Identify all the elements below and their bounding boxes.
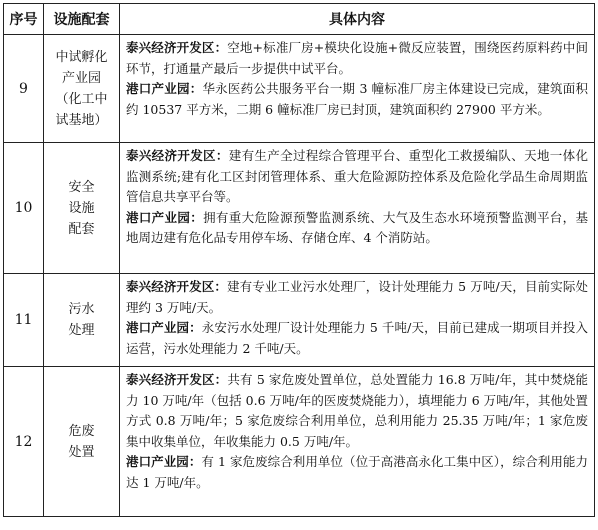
table-row [4,143,595,274]
content-entry [126,318,588,359]
header-row [4,4,595,35]
zone-label: 港口产业园： [126,454,202,469]
content-entry [126,277,588,318]
content-entry [126,146,588,208]
table-row [4,274,595,367]
facility-line: 设施 [68,200,95,216]
entry-text: 有 1 家危废综合利用单位（位于高港高永化工集中区），综合利用能力达 1 万吨/年。 [126,454,588,490]
header-no: 序号 [4,4,44,35]
content-cell [120,367,595,517]
entry-text: 空地+标准厂房+模块化设施+微反应装置，围绕医药原料药中间环节，打通量产最后一步提供中试平台。 [126,40,588,76]
entry-text: 建有生产全过程综合管理平台、重型化工救援编队、天地一体化监测系统;建有化工区封闭管理体系、重大危险源防控体系及危险化学品生命周期监管信息共享平台等。 [126,148,588,204]
facility-name [44,274,120,367]
table-row [4,367,595,517]
zone-label: 港口产业园： [126,209,204,225]
content-entry [126,38,588,79]
content-entry [126,208,588,249]
facility-line: 危废 [68,423,95,439]
zone-label: 港口产业园： [126,320,202,335]
entry-text: 共有 5 家危废处置单位，总处置能力 16.8 万吨/年，其中焚烧能力 10 万吨/年（包括 0.6 万吨/年的医废焚烧能力），填埋能力 6 万吨/年，其他处置方式 0.8 万吨/年；5 家危废综合利用单位，总利用能力 25.35 万吨/年；1 家危废集中收集单位，年收集能力 0.5 万吨/年。 [126,372,588,449]
content-cell [120,143,595,274]
facility-line: 污水 [68,302,95,317]
content-cell [120,274,595,367]
row-number: 9 [4,35,44,143]
entry-text: 华永医药公共服务平台一期 3 幢标准厂房主体建设已完成，建筑面积约 10537 平方米，二期 6 幢标准厂房已封顶，建筑面积约 27900 平方米。 [126,81,588,117]
entry-text: 永安污水处理厂设计处理能力 5 千吨/天，目前已建成一期项目并投入运营，污水处理能力 2 千吨/天。 [126,320,588,356]
header-facility: 设施配套 [44,4,120,35]
facility-line: 中试孵化 [55,49,108,65]
facility-name [44,367,120,517]
zone-label: 泰兴经济开发区： [126,372,228,387]
facility-line: 产业园 [61,70,101,86]
table-row [4,35,595,143]
row-number: 11 [4,274,44,367]
content-entry [126,370,588,452]
facility-line: 处置 [68,444,95,460]
zone-label: 港口产业园： [126,81,203,96]
row-number: 12 [4,367,44,517]
content-entry [126,79,588,120]
zone-label: 泰兴经济开发区： [126,40,228,55]
facility-name [44,35,120,143]
row-number: 10 [4,143,44,274]
entry-text: 建有专业工业污水处理厂，设计处理能力 5 万吨/天，目前实际处理约 3 万吨/天。 [126,279,588,315]
content-entry [126,452,588,493]
facility-line: 安全 [68,179,95,195]
zone-label: 泰兴经济开发区： [126,148,229,163]
facility-line: （化工中 [55,91,108,107]
facility-name [44,143,120,274]
facility-line: 试基地） [55,112,108,128]
facilities-table [3,3,595,517]
facility-line: 处理 [68,323,95,338]
content-cell [120,35,595,143]
facility-line: 配套 [68,221,95,237]
header-content: 具体内容 [120,4,595,35]
zone-label: 泰兴经济开发区： [126,279,227,294]
entry-text: 拥有重大危险源预警监测系统、大气及生态水环境预警监测平台，基地周边建有危化品专用停车场、存储仓库、4 个消防站。 [126,209,588,245]
